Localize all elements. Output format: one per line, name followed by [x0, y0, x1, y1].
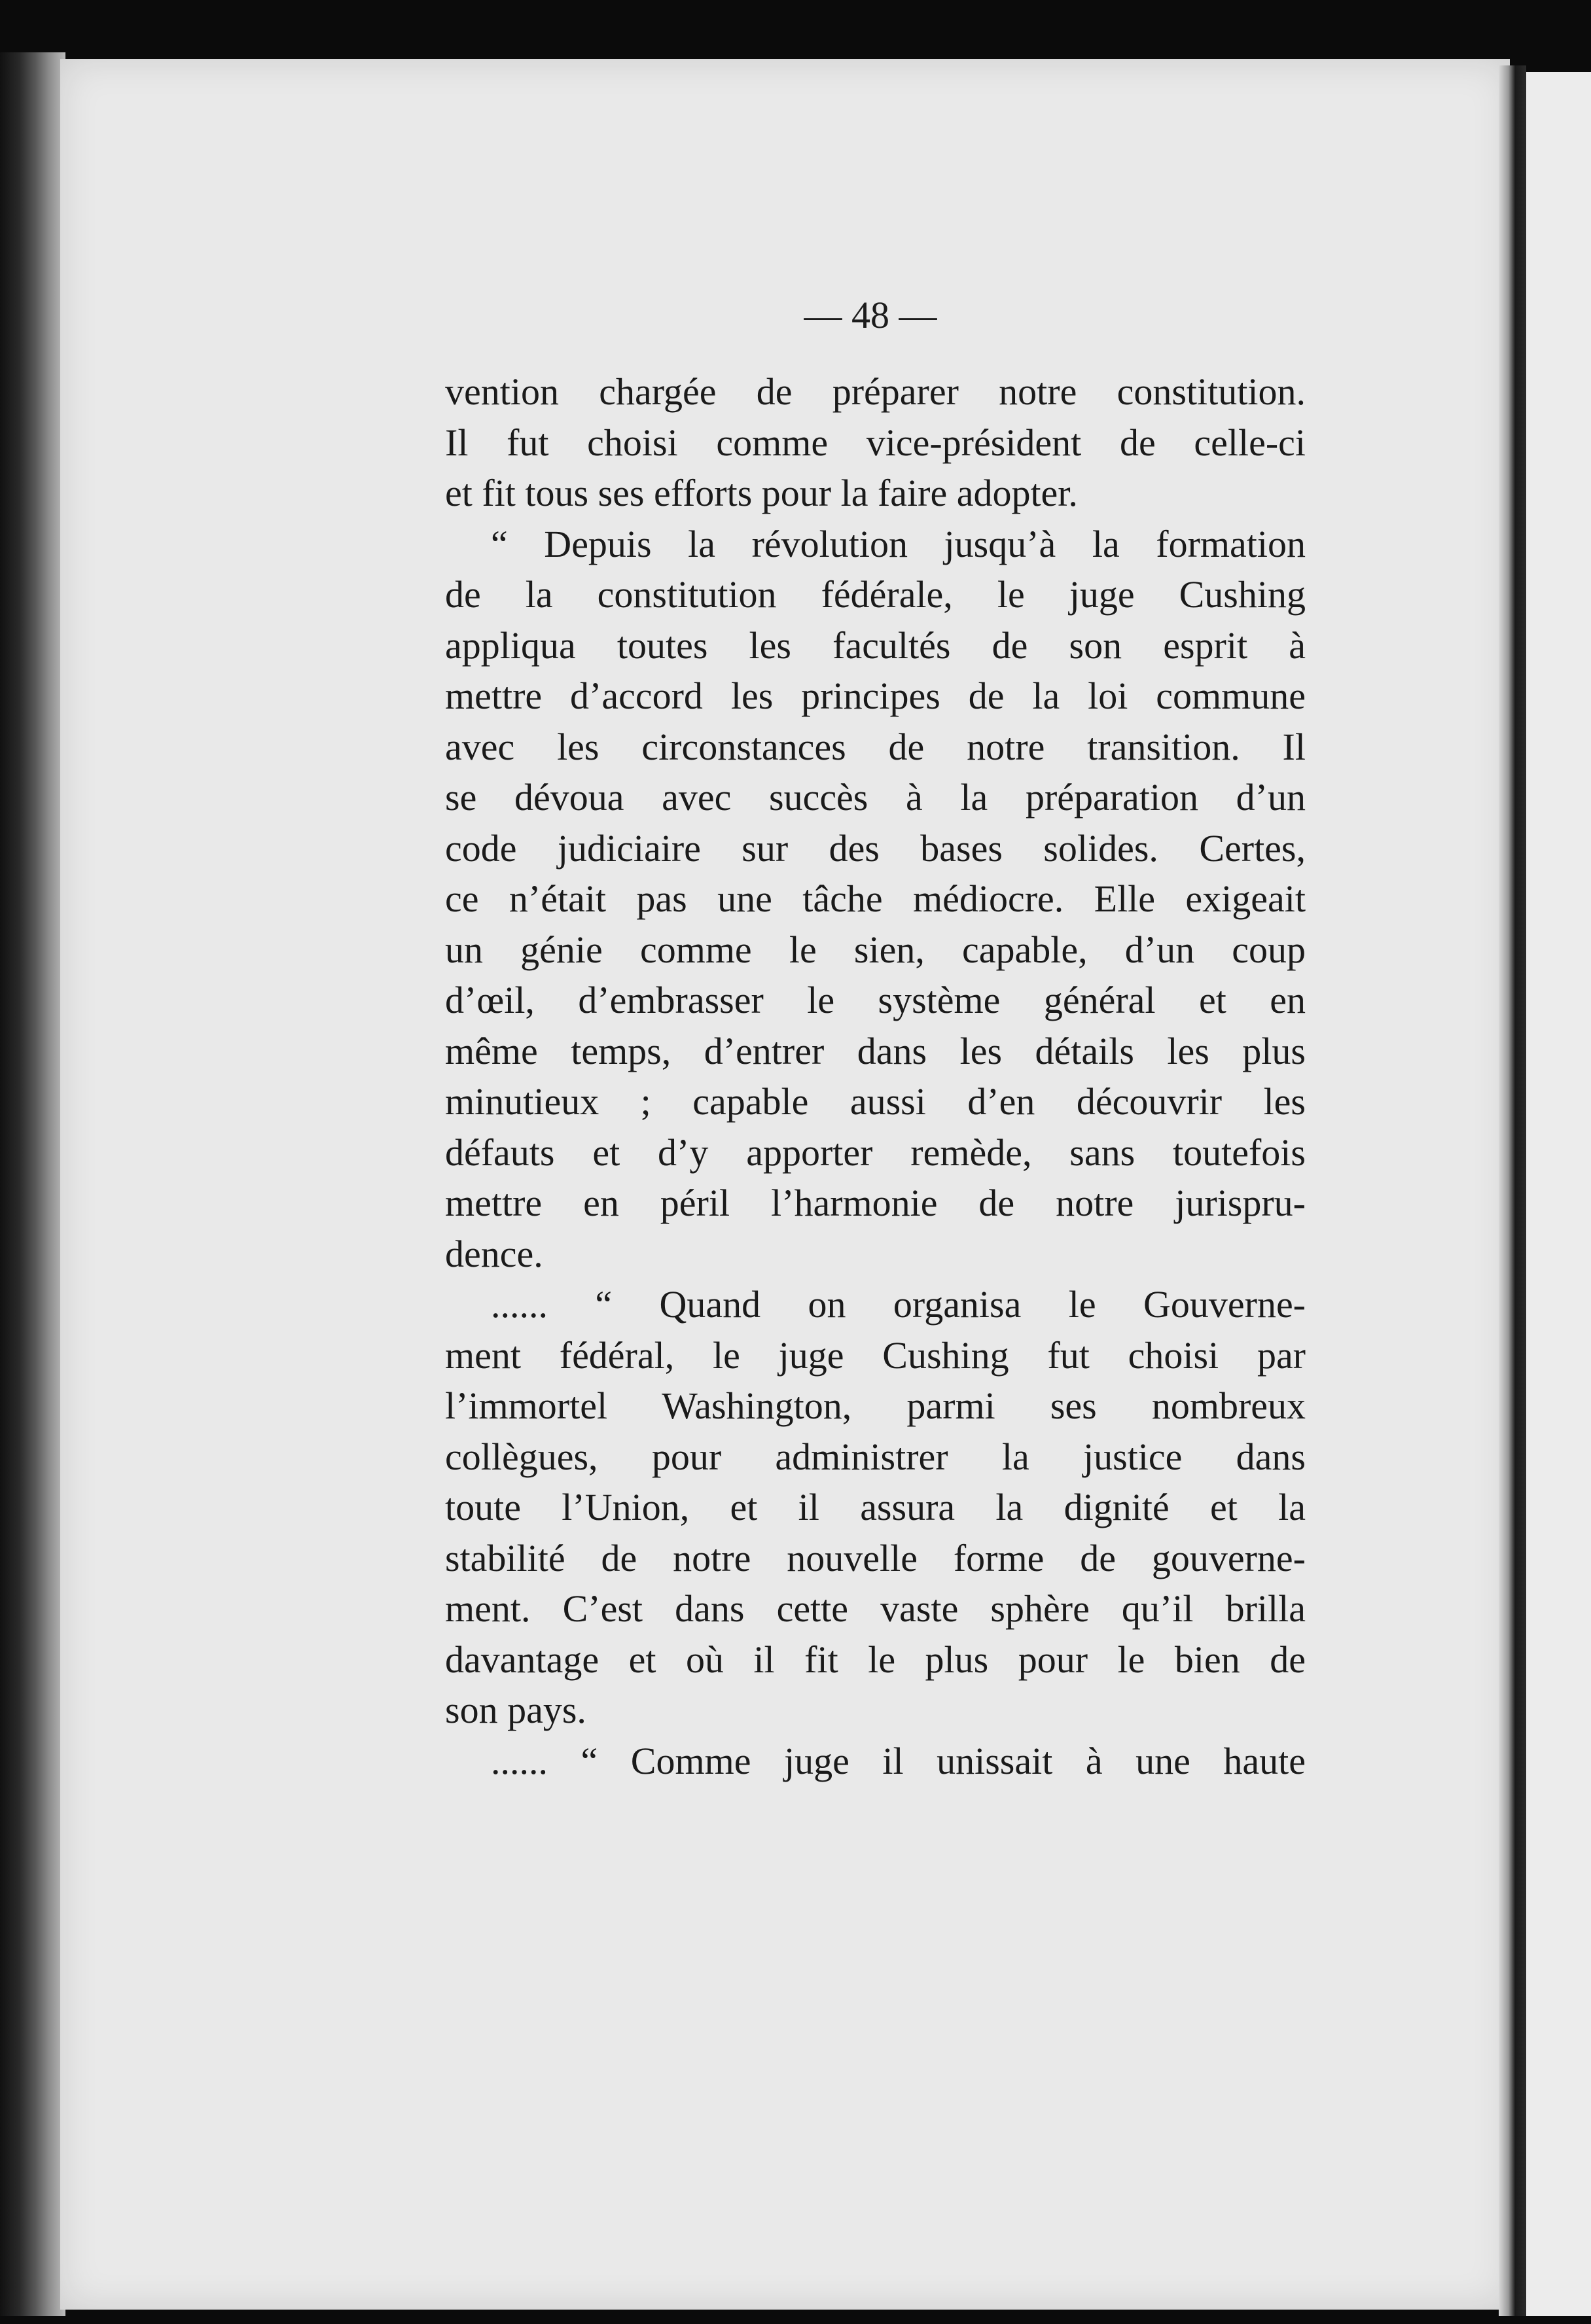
text-line: toute l’Union, et il assura la dignité et la — [445, 1486, 1306, 1528]
text-line: “ Depuis la révolution jusqu’à la formation — [491, 522, 1306, 565]
text-line: et fit tous ses efforts pour la faire adopter. — [445, 472, 1078, 514]
text-line: davantage et où il fit le plus pour le bien de — [445, 1638, 1306, 1681]
text-line: code judiciaire sur des bases solides. Certes, — [445, 826, 1306, 870]
body-text — [445, 366, 1306, 1786]
text-line: minutieux ; capable aussi d’en découvrir les — [445, 1080, 1306, 1123]
text-line: de la constitution fédérale, le juge Cushing — [445, 573, 1306, 616]
text-line: avec les circonstances de notre transition. Il — [445, 725, 1306, 768]
text-line: dence. — [445, 1232, 543, 1275]
text-line: défauts et d’y apporter remède, sans toutefois — [445, 1131, 1306, 1174]
text-line: même temps, d’entrer dans les détails les plus — [445, 1029, 1306, 1072]
text-line: ...... “ Quand on organisa le Gouverne- — [491, 1283, 1306, 1326]
text-line: d’œil, d’embrasser le système général et en — [445, 979, 1306, 1021]
text-line: ment. C’est dans cette vaste sphère qu’il brilla — [445, 1587, 1306, 1630]
facing-page-edge — [1526, 72, 1591, 2316]
text-line: appliqua toutes les facultés de son esprit à — [445, 624, 1306, 667]
text-line: un génie comme le sien, capable, d’un coup — [445, 928, 1306, 971]
text-line: ment fédéral, le juge Cushing fut choisi par — [445, 1333, 1306, 1377]
text-line: l’immortel Washington, parmi ses nombreux — [445, 1384, 1306, 1427]
text-line: se dévoua avec succès à la préparation d’un — [445, 776, 1306, 819]
page-edge-left — [0, 52, 65, 2316]
text-line: ...... “ Comme juge il unissait à une haute — [491, 1739, 1306, 1782]
book-spine — [1499, 65, 1526, 2316]
text-line: mettre d’accord les principes de la loi commune — [445, 675, 1306, 717]
page-number: — 48 — — [804, 294, 937, 336]
text-line: ce n’était pas une tâche médiocre. Elle exigeait — [445, 877, 1306, 920]
text-line: collègues, pour administrer la justice dans — [445, 1435, 1306, 1478]
text-line: Il fut choisi comme vice-président de celle-ci — [445, 421, 1306, 464]
text-line: mettre en péril l’harmonie de notre jurispru- — [445, 1182, 1306, 1224]
text-line: vention chargée de préparer notre constitution. — [445, 370, 1306, 413]
text-line: son pays. — [445, 1689, 586, 1731]
text-line: stabilité de notre nouvelle forme de gouverne- — [445, 1536, 1306, 1579]
